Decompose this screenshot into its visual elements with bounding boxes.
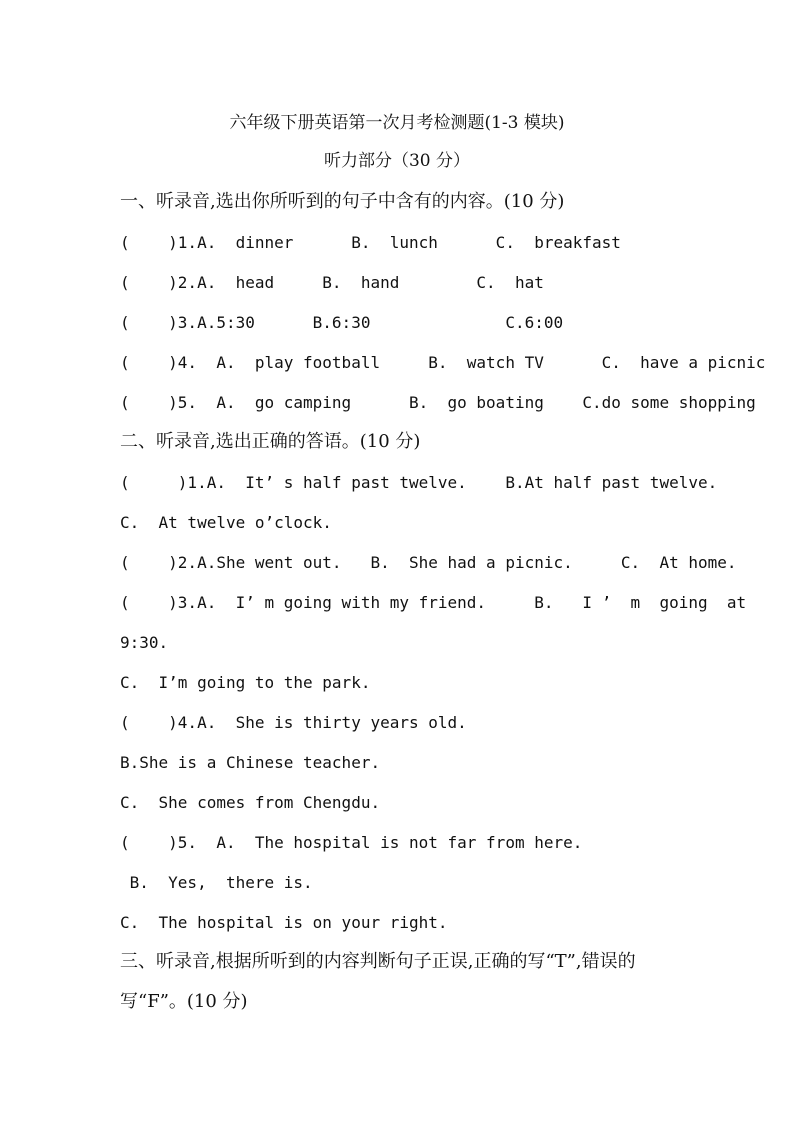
section1-question-2: ( )2.A. head B. hand C. hat [120,273,544,292]
section2-question-5-line3: C. The hospital is on your right. [120,913,448,932]
section3-heading-line1: 三、听录音,根据所听到的内容判断句子正误,正确的写“T”,错误的 [120,951,636,972]
section2-question-2: ( )2.A.She went out. B. She had a picnic. C. At home. [120,553,737,572]
section2-question-1-line2: C. At twelve o’clock. [120,513,332,532]
section2-question-5-line1: ( )5. A. The hospital is not far from here. [120,833,583,852]
section2-heading: 二、听录音,选出正确的答语。(10 分) [120,431,421,452]
section1-question-5: ( )5. A. go camping B. go boating C.do some shopping [120,393,756,412]
section2-question-4-line2: B.She is a Chinese teacher. [120,753,381,772]
section2-question-4-line1: ( )4.A. She is thirty years old. [120,713,467,732]
section1-question-4: ( )4. A. play football B. watch TV C. have a picnic [120,353,766,372]
section1-heading: 一、听录音,选出你所听到的句子中含有的内容。(10 分) [120,191,565,212]
section2-question-4-line3: C. She comes from Chengdu. [120,793,381,812]
page-subtitle: 听力部分（30 分） [323,151,471,171]
section2-question-3-line1: ( )3.A. I’ m going with my friend. B. I ’ m going at [120,593,747,612]
section1-question-3: ( )3.A.5:30 B.6:30 C.6:00 [120,313,564,332]
section2-question-3-line2: 9:30. [120,633,169,652]
section3-heading-line2: 写“F”。(10 分) [120,991,248,1012]
section2-question-3-line3: C. I’m going to the park. [120,673,371,692]
section2-question-5-line2: B. Yes, there is. [120,873,313,892]
section1-question-1: ( )1.A. dinner B. lunch C. breakfast [120,233,621,252]
section2-question-1-line1: ( )1.A. It’ s half past twelve. B.At half past twelve. [120,473,718,492]
page-title: 六年级下册英语第一次月考检测题(1-3 模块) [229,113,565,133]
